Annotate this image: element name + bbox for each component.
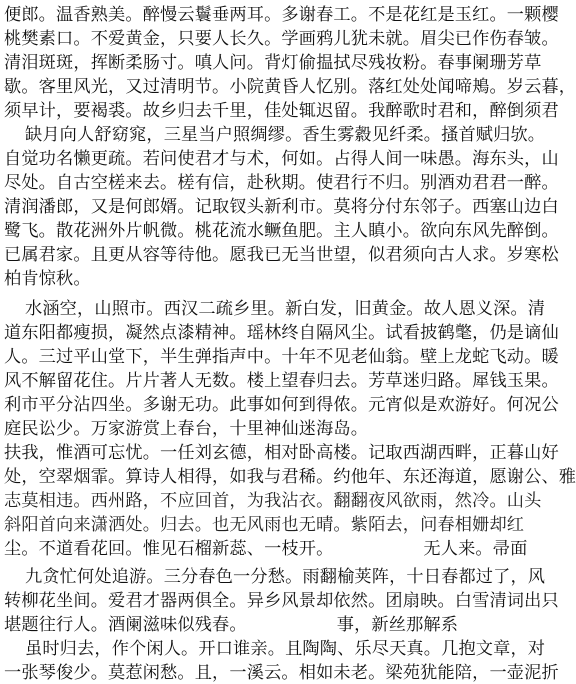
text-line: 缺月向人舒窈窕，三星当户照绸缪。香生雾縠见纤柔。搔首赋归欤。 — [25, 125, 546, 145]
text-line: 清泪斑斑，挥断柔肠寸。嗔人问。背灯偷揾拭尽残妆粉。春事阑珊芳草 — [4, 53, 542, 73]
text-line: 水涵空，山照市。西汉二疏乡里。新白发，旧黄金。故人恩义深。清 — [25, 299, 546, 319]
text-line: 利市平分沾四坐。多谢无功。此事如何到得侬。元宵似是欢游好。何况公 — [4, 395, 559, 415]
text-line-start: 尘。不道看花回。惟见石榴新蕊、一枝开。 — [4, 539, 334, 559]
text-line-tail: 无人来。帚面 — [423, 539, 528, 559]
text-line: 转柳花坐间。爱君才器两俱全。异乡风景却依然。团扇映。白雪清词出只 — [4, 591, 559, 611]
text-line: 歇。客里风光，又过清明节。小院黄昏人忆别。落红处处闻啼鴂。岁云暮， — [4, 77, 576, 97]
text-line: 清润潘郎，又是何郎婿。记取钗头新利市。莫将分付东邻子。西塞山边白 — [4, 197, 559, 217]
text-line-start: 堪题往行人。酒阑滋味似残春。 — [4, 615, 247, 635]
text-line: 柏肯惊秋。 — [4, 269, 91, 289]
text-line: 庭民讼少。万家游赏上春台，十里神仙迷海岛。 — [4, 419, 369, 439]
text-line: 鹭飞。散花洲外片帆微。桃花流水鳜鱼肥。主人瞋小。欲向东风先醉倒。 — [4, 221, 559, 241]
text-line — [4, 614, 459, 636]
text-line: 须早计，要褐裘。故乡归去千里，佳处辄迟留。我醉歌时君和，醉倒须君 — [4, 101, 559, 121]
text-line: 尽处。自古空槎来去。槎有信，赴秋期。使君行不归。别酒劝君君一醉。 — [4, 173, 559, 193]
text-line: 桃樊素口。不爱黄金，只要人长久。学画鸦儿犹未就。眉尖已作伤春皱。 — [4, 29, 559, 49]
text-line: 道东阳都瘦损，凝然点漆精神。瑶林终自隔风尘。试看披鹤氅，仍是谪仙 — [4, 323, 559, 343]
text-line: 一张琴俊少。莫惹闲愁。且，一溪云。相如未老。梁苑犹能陪，一壶泥折 — [4, 663, 559, 683]
text-line: 便郎。温香熟美。醉慢云鬟垂两耳。多谢春工。不是花红是玉红。一颗樱 — [4, 5, 559, 25]
text-line: 已属君家。且更从容等待他。愿我已无当世望，似君须向古人求。岁寒松 — [4, 245, 559, 265]
text-line: 人。三过平山堂下，半生弹指声中。十年不见老仙翁。壁上龙蛇飞动。暖 — [4, 347, 559, 367]
text-line: 处，空翠烟霏。算诗人相得，如我与君稀。约他年、东还海道，愿谢公、雅 — [4, 467, 576, 487]
text-line: 志莫相违。西州路，不应回首，为我沾衣。翻翻夜风欲雨，然冷。山头 — [4, 491, 542, 511]
text-line-tail: 事，新丝那解系 — [336, 615, 459, 635]
text-line: 斜阳首向来潇洒处。归去。也无风雨也无晴。紫陌去，问春相姗却红 — [4, 515, 525, 535]
text-line: 风不解留花住。片片著人无数。楼上望春归去。芳草迷归路。犀钱玉果。 — [4, 371, 559, 391]
text-line: 扶我，惟酒可忘忧。一任刘玄德，相对卧高楼。记取西湖西畔，正暮山好 — [4, 443, 559, 463]
text-line: 自觉功名懒更疏。若问使君才与术，何如。占得人间一味愚。海东头，山 — [4, 149, 559, 169]
text-line: 虽时归去，作个闲人。开口谁亲。且陶陶、乐尽天真。几抱文章，对 — [25, 639, 546, 659]
text-line: 九贪忙何处追游。三分春色一分愁。雨翻榆荚阵，十日春都过了，风 — [25, 567, 546, 587]
text-line — [4, 538, 528, 560]
